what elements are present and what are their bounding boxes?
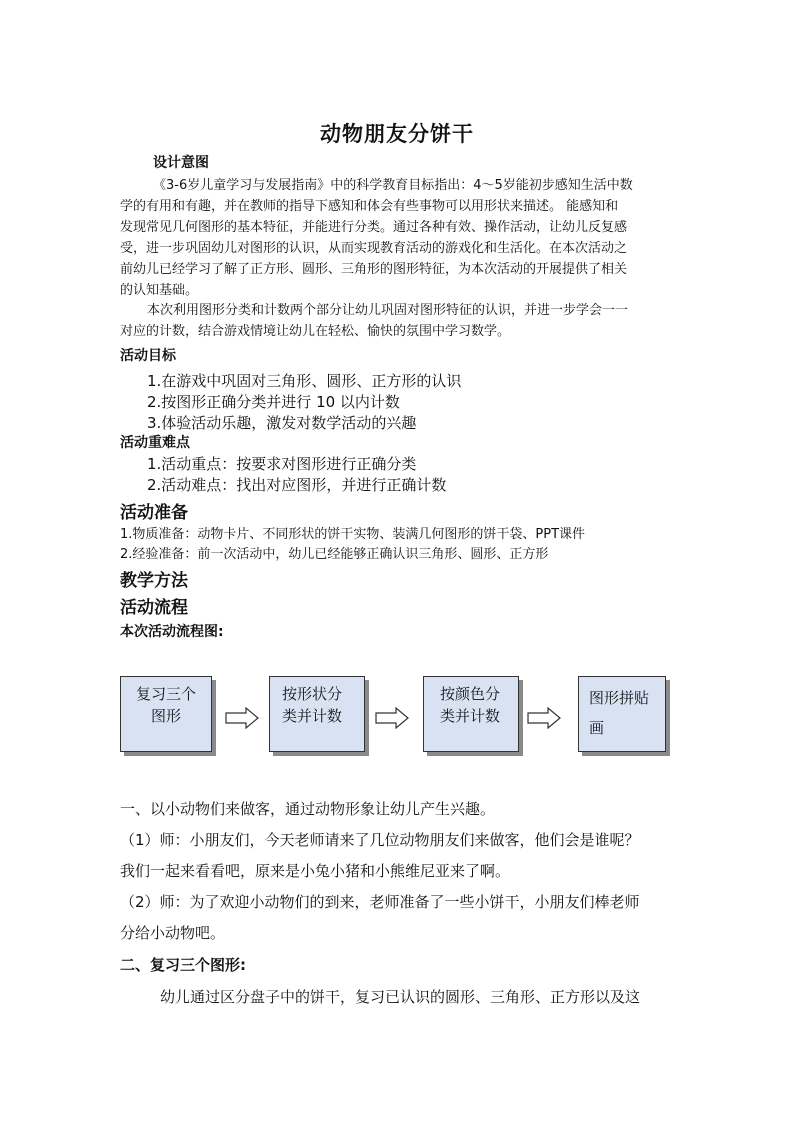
section1-line: 分给小动物吧。 bbox=[120, 924, 226, 942]
flow-box-text: 类并计数 bbox=[440, 707, 501, 725]
design-p1-line: 学的有用和有趣，并在教师的指导下感知和体会有些事物可以用形状来描述。 能感知和 bbox=[120, 199, 619, 214]
design-p1-line: 前幼儿已经学习了解了正方形、圆形、三角形的图形特征，为本次活动的开展提供了相关 bbox=[120, 262, 628, 277]
goal-item: 3.体验活动乐趣，激发对数学活动的兴趣 bbox=[147, 414, 417, 432]
design-p2-line: 本次利用图形分类和计数两个部分让幼儿巩固对图形特征的认识，并进一步学会一一 bbox=[147, 303, 629, 318]
flow-arrow-icon bbox=[225, 707, 259, 729]
design-heading: 设计意图 bbox=[153, 155, 209, 171]
section1-heading: 一、以小动物们来做客，通过动物形象让幼儿产生兴趣。 bbox=[120, 800, 496, 818]
flow-heading: 活动流程 bbox=[120, 598, 188, 618]
goal-item: 2.按图形正确分类并进行 10 以内计数 bbox=[147, 393, 400, 411]
key-points-heading: 活动重难点 bbox=[120, 435, 190, 451]
section2-heading: 二、复习三个图形: bbox=[120, 956, 246, 974]
flow-box-collage bbox=[578, 676, 666, 752]
section2-line: 幼儿通过区分盘子中的饼干，复习已认识的圆形、三角形、正方形以及这 bbox=[160, 988, 641, 1006]
flow-arrow-icon bbox=[527, 707, 561, 729]
design-p2-line: 对应的计数，结合游戏情境让幼儿在轻松、愉快的氛围中学习数学。 bbox=[120, 324, 511, 339]
design-p1-line: 《3-6岁儿童学习与发展指南》中的科学教育目标指出：4～5岁能初步感知生活中数 bbox=[153, 178, 633, 193]
design-p1-line: 受，进一步巩固幼儿对图形的认识，从而实现教育活动的游戏化和生活化。在本次活动之 bbox=[120, 241, 628, 256]
section1-line: （1）师：小朋友们，今天老师请来了几位动物朋友们来做客，他们会是谁呢？ bbox=[120, 831, 640, 849]
prep-item: 2.经验准备：前一次活动中，幼儿已经能够正确认识三角形、圆形、正方形 bbox=[120, 547, 549, 562]
flow-box-text: 按颜色分 bbox=[440, 685, 501, 703]
flow-arrow-icon bbox=[375, 707, 409, 729]
page-title: 动物朋友分饼干 bbox=[320, 122, 474, 146]
flow-box-text: 类并计数 bbox=[282, 707, 343, 725]
prep-item: 1.物质准备：动物卡片、不同形状的饼干实物、装满几何图形的饼干袋、PPT课件 bbox=[120, 527, 586, 542]
design-p1-line: 的认知基础。 bbox=[120, 283, 199, 298]
method-heading: 教学方法 bbox=[120, 571, 188, 591]
flow-box-text: 图形 bbox=[150, 707, 181, 725]
flow-box-text: 复习三个 bbox=[135, 685, 196, 703]
section1-line: 我们一起来看看吧，原来是小兔小猪和小熊维尼亚来了啊。 bbox=[120, 862, 511, 880]
flow-box-review-shapes bbox=[120, 676, 212, 752]
goal-item: 1.在游戏中巩固对三角形、圆形、正方形的认识 bbox=[147, 372, 462, 390]
goals-heading: 活动目标 bbox=[120, 348, 176, 364]
prep-heading: 活动准备 bbox=[120, 503, 188, 523]
flow-box-sort-by-shape bbox=[269, 676, 365, 752]
section1-line: （2）师：为了欢迎小动物们的到来，老师准备了一些小饼干，小朋友们棒老师 bbox=[120, 893, 640, 911]
flow-box-text: 图形拼贴 bbox=[589, 689, 650, 707]
design-p1-line: 发现常见几何图形的基本特征，并能进行分类。通过各种有效、操作活动，让幼儿反复感 bbox=[120, 220, 628, 235]
flow-chart-heading: 本次活动流程图: bbox=[120, 624, 224, 640]
flow-box-text: 按形状分 bbox=[282, 685, 343, 703]
key-point-item: 1.活动重点：按要求对图形进行正确分类 bbox=[147, 455, 417, 473]
flow-box-sort-by-color bbox=[423, 676, 519, 752]
key-point-item: 2.活动难点：找出对应图形，并进行正确计数 bbox=[147, 476, 447, 494]
flow-box-text: 画 bbox=[589, 719, 605, 737]
